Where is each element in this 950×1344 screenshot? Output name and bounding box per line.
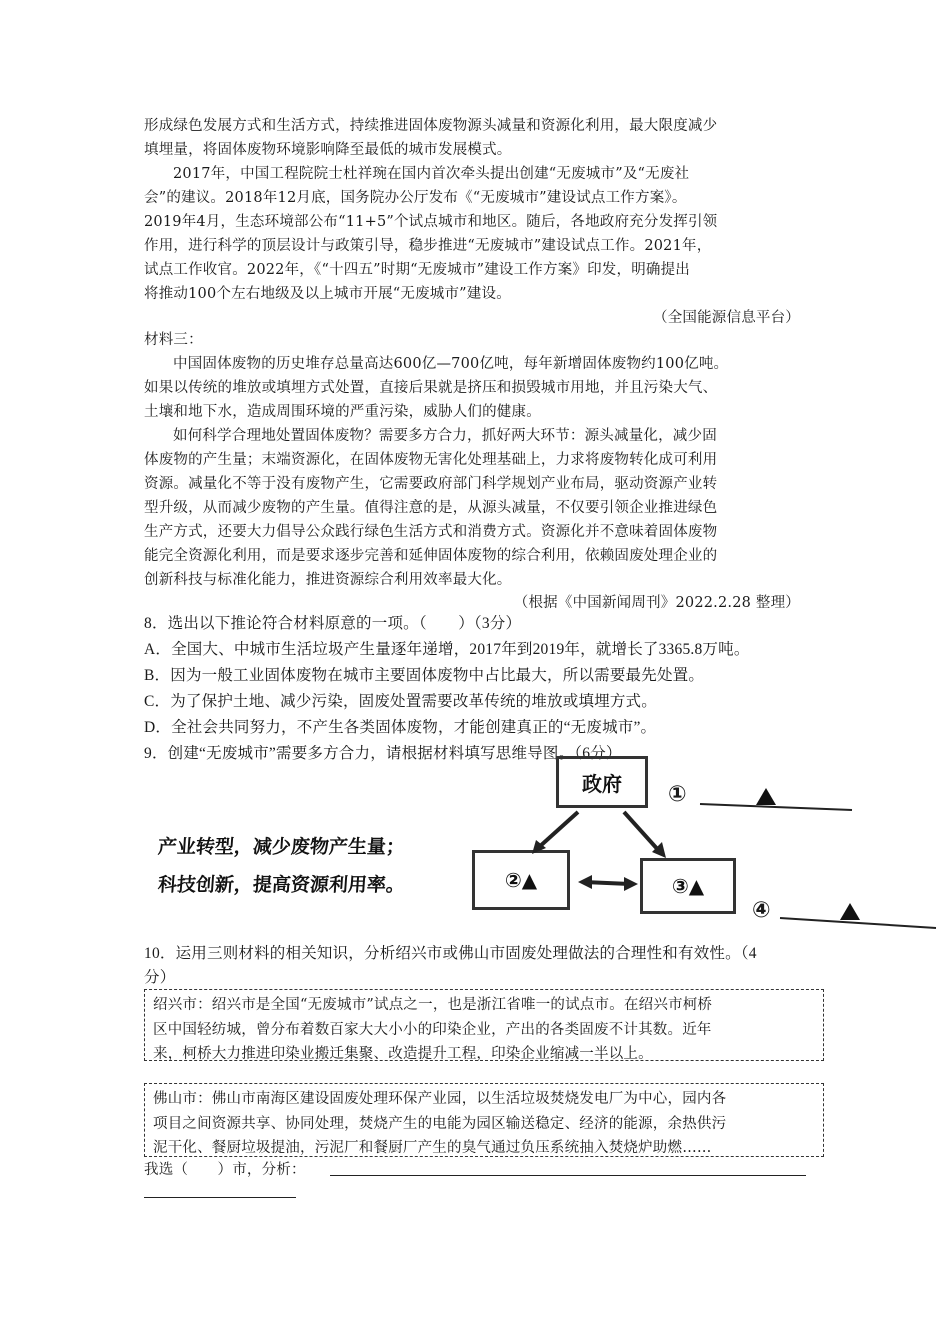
- node-3-box: ③▲: [640, 858, 736, 914]
- answer-prompt: 我选（ ）市，分析：: [144, 1162, 306, 1178]
- source-citation: （全国能源信息平台）: [653, 310, 800, 326]
- answer-underline[interactable]: [144, 1197, 296, 1198]
- passage-line: 能完全资源化利用，而是要求逐步完善和延伸固体废物的综合利用，依赖固废处理企业的: [144, 548, 718, 564]
- passage-line: 体废物的产生量；末端资源化，在固体废物无害化处理基础上，力求将废物转化成可利用: [144, 452, 718, 468]
- question-8-stem: 8．选出以下推论符合材料原意的一项。（ ）（3分）: [144, 615, 522, 632]
- question-9-stem: 9．创建“无废城市”需要多方合力，请根据材料填写思维导图。（6分）: [144, 745, 622, 762]
- government-box: 政府: [556, 756, 648, 808]
- shaoxing-line: 来，柯桥大力推进印染业搬迁集聚、改造提升工程，印染企业缩减一半以上。: [153, 1046, 653, 1062]
- source-citation: （根据《中国新闻周刊》2022.2.28 整理）: [513, 595, 800, 611]
- foshan-line: 项目之间资源共享、协同处理，焚烧产生的电能为园区输送稳定、经济的能源，余热供污: [153, 1115, 727, 1132]
- passage-line: 创新科技与标准化能力，推进资源综合利用效率最大化。: [144, 572, 512, 588]
- passage-line: 形成绿色发展方式和生活方式，持续推进固体废物源头减量和资源化利用，最大限度减少: [144, 118, 718, 134]
- passage-line: 2017年，中国工程院院士杜祥琬在国内首次牵头提出创建“无废城市”及“无废社: [173, 166, 690, 182]
- passage-line: 作用，进行科学的顶层设计与政策引导，稳步推进“无废城市”建设试点工作。2021年，: [144, 238, 712, 254]
- mind-map-given-text: 产业转型，减少废物产生量；: [157, 836, 406, 858]
- passage-line: 会”的建议。2018年12月底，国务院办公厅发布《“无废城市”建设试点工作方案》。: [144, 190, 687, 206]
- blank-label-1: ①: [668, 782, 687, 807]
- passage-line: 如果以传统的堆放或填埋方式处置，直接后果就是挤压和损毁城市用地，并且污染大气、: [144, 380, 718, 396]
- arrowhead: [624, 877, 638, 891]
- question-10-stem: 分）: [144, 969, 176, 986]
- shaoxing-box: [144, 989, 824, 1061]
- passage-line: 生产方式，还要大力倡导公众践行绿色生活方式和消费方式。资源化并不意味着固体废物: [144, 524, 718, 540]
- node-2-box: ②▲: [472, 850, 570, 910]
- blank-triangle-1: [756, 788, 776, 805]
- passage-line: 2019年4月，生态环境部公布“11+5”个试点城市和地区。随后，各地政府充分发挥引领: [144, 214, 718, 230]
- answer-underline[interactable]: [330, 1175, 806, 1176]
- foshan-line: 泥干化、餐厨垃圾提油，污泥厂和餐厨厂产生的臭气通过负压系统抽入焚烧炉助燃……: [153, 1140, 712, 1156]
- passage-line: 资源。减量化不等于没有废物产生，它需要政府部门科学规划产业布局，驱动资源产业转: [144, 476, 718, 492]
- material-title: 材料三：: [144, 332, 203, 348]
- passage-line: 型升级，从而减少废物的产生量。值得注意的是，从源头减量，不仅要引领企业推进绿色: [144, 500, 718, 516]
- mind-map-given-text: 科技创新，提高资源利用率。: [157, 874, 406, 896]
- arrowhead: [578, 875, 592, 889]
- passage-line: 试点工作收官。2022年，《“十四五”时期“无废城市”建设工作方案》印发，明确提出: [144, 262, 690, 278]
- question-8-option-d: D．全社会共同努力，不产生各类固体废物，才能创建真正的“无废城市”。: [144, 719, 657, 736]
- answer-line-1: [700, 804, 852, 810]
- passage-line: 土壤和地下水，造成周围环境的严重污染，威胁人们的健康。: [144, 404, 541, 420]
- passage-line: 中国固体废物的历史堆存总量高达600亿—700亿吨，每年新增固体废物约100亿吨。: [173, 356, 729, 372]
- question-8-option-c: C．为了保护土地、减少污染，固废处置需要改革传统的堆放或填埋方式。: [144, 693, 657, 710]
- passage-line: 如何科学合理地处置固体废物？需要多方合力，抓好两大环节：源头减量化，减少固: [173, 428, 717, 444]
- blank-label-4: ④: [752, 898, 771, 923]
- passage-line: 将推动100个左右地级及以上城市开展“无废城市”建设。: [144, 286, 511, 302]
- connector-arrow: [624, 812, 660, 852]
- question-8-option-b: B．因为一般工业固体废物在城市主要固体废物中占比最大，所以需要最先处置。: [144, 667, 705, 684]
- connector-arrow: [538, 812, 578, 848]
- blank-triangle-4: [840, 903, 860, 920]
- shaoxing-line: 区中国轻纺城，曾分布着数百家大大小小的印染企业，产出的各类固废不计其数。近年: [153, 1021, 712, 1038]
- shaoxing-line: 绍兴市：绍兴市是全国“无废城市”试点之一，也是浙江省唯一的试点市。在绍兴市柯桥: [153, 997, 713, 1013]
- foshan-box: [144, 1083, 824, 1157]
- passage-line: 填埋量，将固体废物环境影响降至最低的城市发展模式。: [144, 142, 512, 158]
- question-10-stem: 10．运用三则材料的相关知识，分析绍兴市或佛山市固废处理做法的合理性和有效性。（4: [144, 945, 757, 962]
- foshan-line: 佛山市：佛山市南海区建设固废处理环保产业园，以生活垃圾焚烧发电厂为中心，园内各: [153, 1091, 727, 1107]
- question-8-option-a: A．全国大、中城市生活垃圾产生量逐年递增，2017年到2019年，就增长了3365.8万吨。: [144, 641, 750, 658]
